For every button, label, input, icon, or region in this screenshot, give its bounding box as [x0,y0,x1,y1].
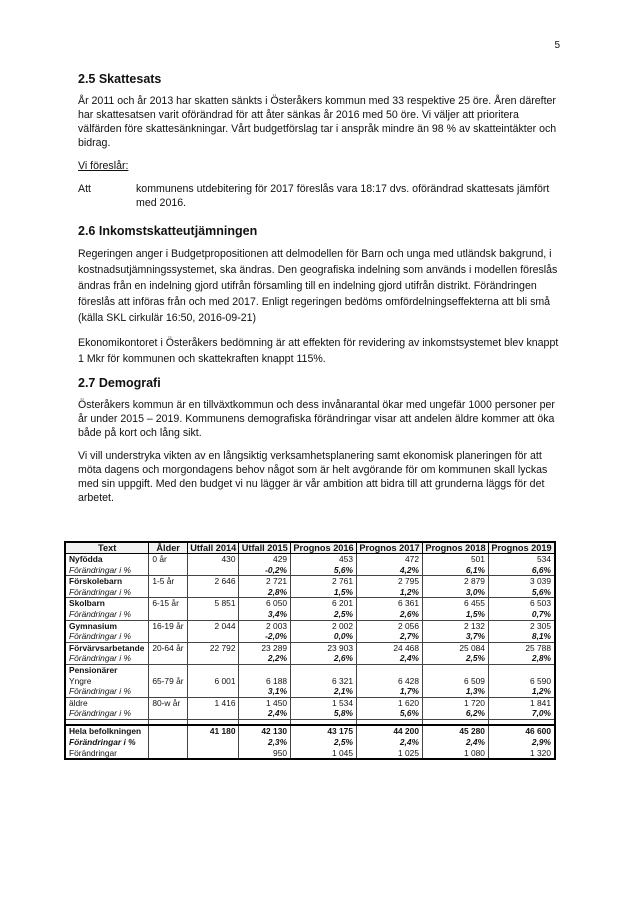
table-cell: 5,6% [488,587,555,598]
table-row [65,554,555,565]
table-cell: 2,9% [488,737,555,748]
table-cell: 1 320 [488,748,555,760]
table-cell: 6 428 [357,676,423,687]
table-cell: 1 045 [291,748,357,760]
table-cell: Hela befolkningen [65,725,149,737]
table-cell [357,664,423,675]
column-header: Utfall 2014 [187,542,239,554]
table-cell: Förändringar i % [65,686,149,697]
table-cell: 472 [357,554,423,565]
att-label: Att [78,183,91,195]
table-cell: 2,4% [357,653,423,664]
column-header: Utfall 2015 [239,542,291,554]
table-cell: 2,1% [291,686,357,697]
table-cell: Gymnasium [65,620,149,631]
table-cell: 6 321 [291,676,357,687]
table-cell [149,725,188,737]
table-cell: 1,7% [357,686,423,697]
table-cell: 2,4% [422,737,488,748]
table-cell: 5 851 [187,598,239,609]
heading-demografi: 2.7 Demografi [78,376,161,390]
table-cell: 44 200 [357,725,423,737]
table-cell: 2,5% [291,737,357,748]
table-cell: 453 [291,554,357,565]
table-row [65,609,555,620]
table-cell [187,708,239,719]
table-cell: 6 050 [239,598,291,609]
table-cell: 2,4% [357,737,423,748]
table-cell: 1,2% [357,587,423,598]
table-row [65,587,555,598]
table-cell: 2,8% [488,653,555,664]
table-cell: 0,0% [291,631,357,642]
table-row [65,642,555,653]
table-cell: 43 175 [291,725,357,737]
table-cell: Förvärvsarbetande [65,642,149,653]
table-row [65,725,555,737]
table-cell: Förändringar i % [65,565,149,576]
table-cell: 24 468 [357,642,423,653]
table-row [65,631,555,642]
table-cell: Nyfödda [65,554,149,565]
table-cell: 6,6% [488,565,555,576]
table-cell [149,708,188,719]
table-cell [187,686,239,697]
table-cell: 25 084 [422,642,488,653]
table-cell: 65-79 år [149,676,188,687]
table-cell: 8,1% [488,631,555,642]
table-cell: 1 450 [239,697,291,708]
table-cell [187,664,239,675]
demographics-table [64,541,556,760]
table-cell: 23 289 [239,642,291,653]
table-cell: 430 [187,554,239,565]
table-cell [488,664,555,675]
paragraph-inkomst-2: Ekonomikontoret i Österåkers bedömning är att effekten för revidering av inkomstsystemet blev knappt 1 Mkr för kommunen och skattekraften knappt 115%. [78,337,559,365]
table-cell: 23 903 [291,642,357,653]
table-cell: 2 056 [357,620,423,631]
table-cell: äldre [65,697,149,708]
table-row [65,748,555,760]
demographics-table-container [64,541,556,760]
table-row [65,664,555,675]
table-cell: Förändringar i % [65,587,149,598]
table-cell: 6 503 [488,598,555,609]
table-cell: 1 841 [488,697,555,708]
table-cell: 2 721 [239,576,291,587]
table-cell: 22 792 [187,642,239,653]
table-cell: 6 590 [488,676,555,687]
table-cell [149,653,188,664]
table-cell: 2,4% [239,708,291,719]
table-cell: Förändringar i % [65,737,149,748]
table-cell: Skolbarn [65,598,149,609]
table-cell: Pensionärer [65,664,149,675]
table-cell: 2,6% [357,609,423,620]
column-header: Prognos 2017 [357,542,423,554]
proposal-label: Vi föreslår: [78,160,129,172]
table-cell: -0,2% [239,565,291,576]
table-cell: 2 132 [422,620,488,631]
table-row [65,737,555,748]
table-cell: -2,0% [239,631,291,642]
table-cell: Förändringar i % [65,708,149,719]
table-cell: 3,7% [422,631,488,642]
table-cell: 5,6% [291,565,357,576]
table-cell [149,631,188,642]
table-cell: 2 003 [239,620,291,631]
table-cell: 1 025 [357,748,423,760]
table-cell: 0 år [149,554,188,565]
column-header: Prognos 2016 [291,542,357,554]
column-header: Ålder [149,542,188,554]
paragraph-demografi-2: Vi vill understryka vikten av en långsiktig verksamhetsplanering samt ekonomisk planeringen för att möta dagens och morgondagens behov något som är helt avgörande för om kommunen skall lyckas med sin uppgift. Med den budget vi nu lägger är vår ambition att bidra till att grunderna läggs för det arbetet. [78,450,548,504]
table-cell: 2 305 [488,620,555,631]
table-body [65,554,555,760]
table-cell [239,664,291,675]
table-cell [149,748,188,760]
column-header: Text [65,542,149,554]
table-cell: 80-w år [149,697,188,708]
table-cell [187,737,239,748]
heading-inkomst: 2.6 Inkomstskatteutjämningen [78,224,258,238]
table-cell: 6 361 [357,598,423,609]
paragraph-skattesats: År 2011 och år 2013 har skatten sänkts i Österåkers kommun med 33 respektive 25 öre. Åren därefter har skattesatsen varit oförändrad för att åter sänkas år 2016 med 50 öre. Vi väljer att prioritera välfärden före skattesänkningar. Vårt budgetförslag tar i anspråk mindre än 98 % av skatteintäkter och bidrag. [78,95,557,149]
table-cell [187,565,239,576]
table-cell: 2,5% [422,653,488,664]
table-cell: 2,2% [239,653,291,664]
table-cell: 20-64 år [149,642,188,653]
heading-skattesats: 2.5 Skattesats [78,72,162,86]
table-cell: 5,8% [291,708,357,719]
table-row [65,676,555,687]
table-cell: 45 280 [422,725,488,737]
table-cell: 1,5% [422,609,488,620]
table-header-row [65,542,555,554]
table-cell: 7,0% [488,708,555,719]
document-body [78,72,562,514]
table-cell: 1-5 år [149,576,188,587]
table-cell: 6 188 [239,676,291,687]
table-cell: 1 534 [291,697,357,708]
table-cell: 42 130 [239,725,291,737]
table-cell: 3,1% [239,686,291,697]
table-cell: 6 201 [291,598,357,609]
table-cell: Förändringar [65,748,149,760]
table-cell: 429 [239,554,291,565]
table-cell: Förändringar i % [65,631,149,642]
table-cell [149,686,188,697]
table-cell [187,631,239,642]
table-cell: 16-19 år [149,620,188,631]
table-cell: 3,4% [239,609,291,620]
table-cell: 41 180 [187,725,239,737]
paragraph-demografi-1: Österåkers kommun är en tillväxtkommun och dess invånarantal ökar med ungefär 1000 personer per år under 2015 – 2019. Kommunens demografiska förändringar visar att andelen äldre kommer att öka både på kort och lång sikt. [78,399,555,439]
table-cell: 6-15 år [149,598,188,609]
table-cell: 3,0% [422,587,488,598]
table-cell: 1 080 [422,748,488,760]
table-cell: Förändringar i % [65,609,149,620]
table-cell: 2,8% [239,587,291,598]
table-cell: 6,2% [422,708,488,719]
table-cell: 1 720 [422,697,488,708]
column-header: Prognos 2019 [488,542,555,554]
table-cell: 1 620 [357,697,423,708]
table-row [65,620,555,631]
table-row [65,697,555,708]
table-row [65,598,555,609]
table-cell [149,664,188,675]
table-row [65,576,555,587]
table-cell [149,737,188,748]
table-cell: 2 044 [187,620,239,631]
att-text: kommunens utdebitering för 2017 föreslås vara 18:17 dvs. oförändrad skattesats jämfört med 2016. [136,183,550,209]
table-cell: 0,7% [488,609,555,620]
table-cell [187,748,239,760]
table-cell [187,653,239,664]
table-cell: 25 788 [488,642,555,653]
table-cell: 534 [488,554,555,565]
table-cell: 6 509 [422,676,488,687]
table-cell [187,587,239,598]
table-cell: 1,2% [488,686,555,697]
table-cell: Förskolebarn [65,576,149,587]
table-cell: 2,5% [291,609,357,620]
table-cell: 3 039 [488,576,555,587]
table-cell: Yngre [65,676,149,687]
table-cell: 2 795 [357,576,423,587]
table-cell [422,664,488,675]
page-number: 5 [554,40,560,51]
table-cell: 950 [239,748,291,760]
table-cell: 5,6% [357,708,423,719]
table-row [65,686,555,697]
paragraph-inkomst-1: Regeringen anger i Budgetpropositionen att delmodellen för Barn och unga med utländsk bakgrund, i kostnadsutjämningssystemet, ska ändras. Den geografiska indelning som används i modellen föreslås ändras från en indelning gjord utifrån församling till en indelning gjord utifrån distrikt. Förändringen föreslås att införas från och med 2017. Enligt regeringen bedöms omfördelningseffekterna att bli små (källa SKL cirkulär 16:50, 2016-09-21) [78,248,558,324]
table-cell: 46 600 [488,725,555,737]
table-cell: 2,6% [291,653,357,664]
table-cell: 2 002 [291,620,357,631]
table-cell [291,664,357,675]
table-row [65,708,555,719]
table-cell: 2 761 [291,576,357,587]
table-cell [149,565,188,576]
table-cell: 6 001 [187,676,239,687]
table-cell: 2 879 [422,576,488,587]
column-header: Prognos 2018 [422,542,488,554]
table-cell: 4,2% [357,565,423,576]
table-cell [149,587,188,598]
table-cell: 1 416 [187,697,239,708]
table-cell: 1,3% [422,686,488,697]
table-cell: 2 646 [187,576,239,587]
table-cell: 6 455 [422,598,488,609]
table-cell: Förändringar i % [65,653,149,664]
table-cell [187,609,239,620]
table-cell: 2,3% [239,737,291,748]
table-cell [149,609,188,620]
table-cell: 2,7% [357,631,423,642]
proposal-item [78,182,562,210]
table-row [65,653,555,664]
table-cell: 501 [422,554,488,565]
table-cell: 1,5% [291,587,357,598]
table-cell: 6,1% [422,565,488,576]
table-row [65,565,555,576]
